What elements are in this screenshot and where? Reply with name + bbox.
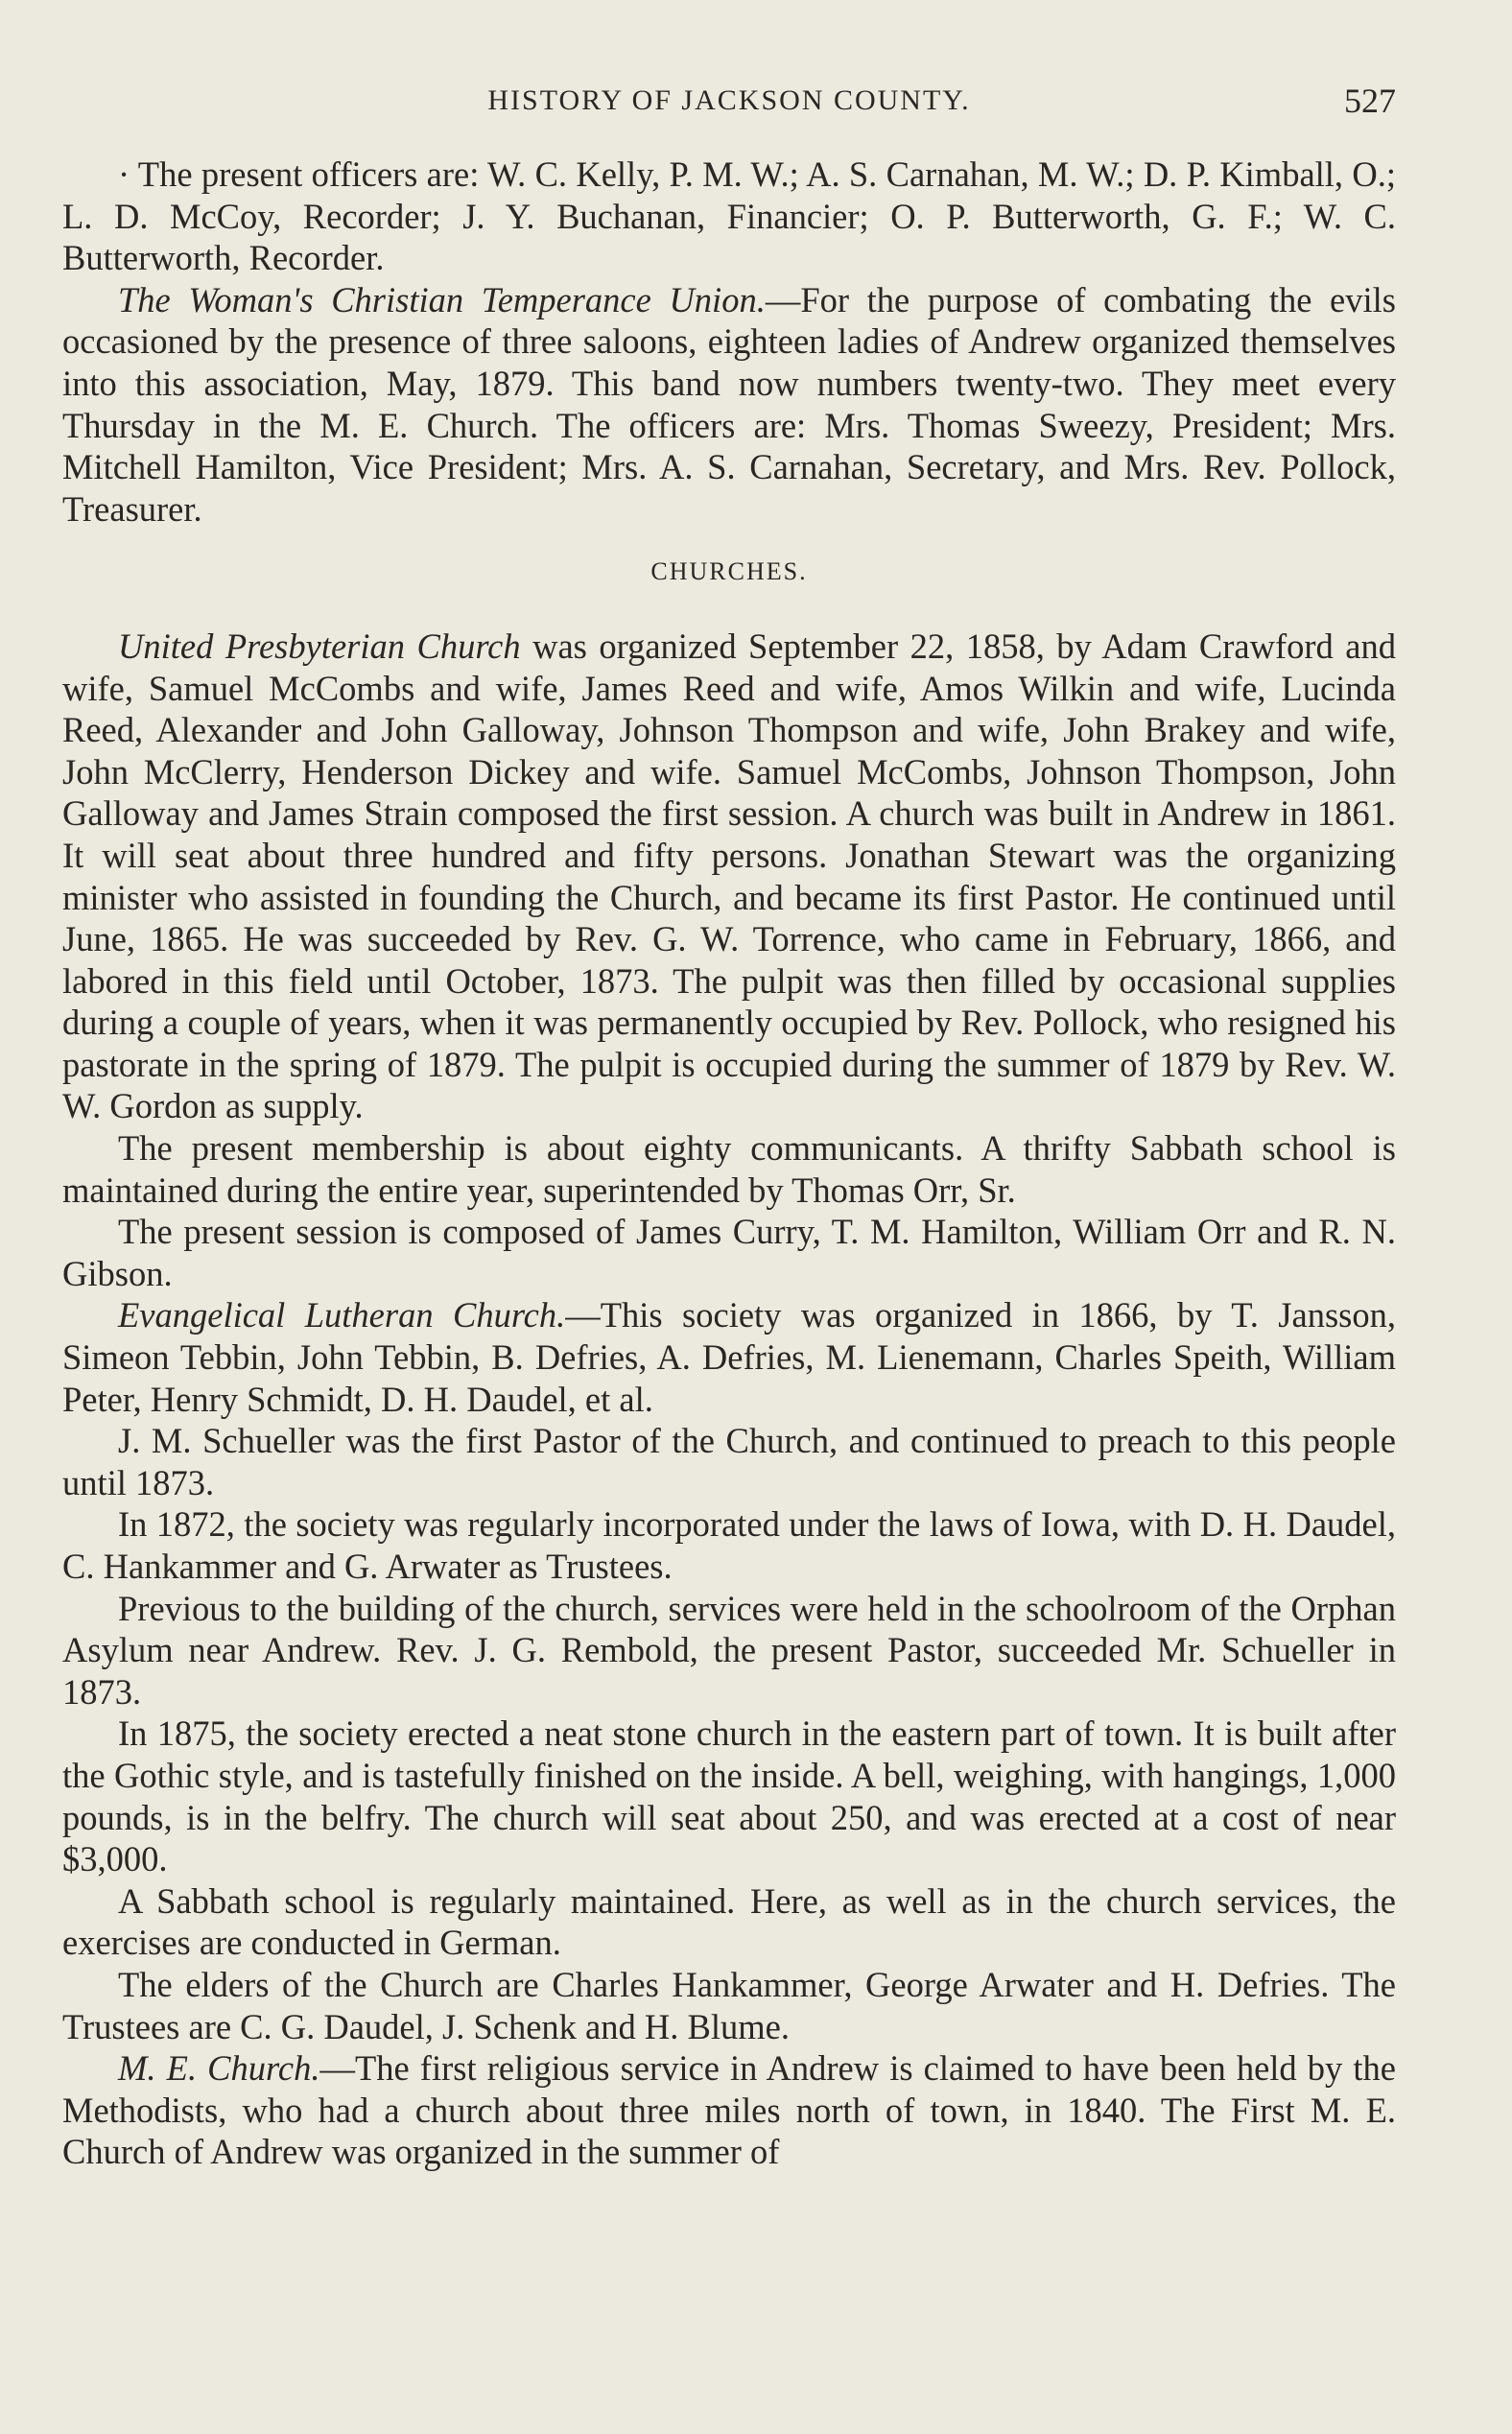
- paragraph-text: In 1872, the society was regularly incorporated under the laws of Iowa, with D. H. Daudel, C. Hankammer and G. Arwater as Trustees.: [62, 1504, 1396, 1586]
- paragraph-services: [62, 1588, 1396, 1713]
- paragraph-text: · The present officers are: W. C. Kelly, P. M. W.; A. S. Carnahan, M. W.; D. P. Kimball, O.; L. D. McCoy, Recorder; J. Y. Buchanan, Financier; O. P. Butterworth, G. F.; W. C. Butterworth, Recorder.: [62, 154, 1396, 278]
- paragraph-text: J. M. Schueller was the first Pastor of the Church, and continued to preach to this people until 1873.: [62, 1421, 1396, 1502]
- paragraph-incorporation: [62, 1503, 1396, 1587]
- paragraph-sabbath-school: [62, 1880, 1396, 1964]
- paragraph-session: [62, 1211, 1396, 1294]
- paragraph-membership: [62, 1127, 1396, 1211]
- paragraph-text: Previous to the building of the church, services were held in the schoolroom of the Orphan Asylum near Andrew. Rev. J. G. Rembold, the present Pastor, succeeded Mr. Schueller in 1873.: [62, 1588, 1396, 1712]
- wctu-title: The Woman's Christian Temperance Union.: [118, 279, 766, 319]
- page-header: [62, 84, 1396, 132]
- evangelical-lutheran-title: Evangelical Lutheran Church.: [118, 1295, 566, 1335]
- paragraph-text: In 1875, the society erected a neat stone church in the eastern part of town. It is built after the Gothic style, and is tastefully finished on the inside. A bell, weighing, with hangings, 1,000 pounds, is in the belfry. The church will seat about 250, and was erected at a cost of near $3,000.: [62, 1713, 1396, 1879]
- paragraph-text: —This society was organized in 1866, by T. Jansson, Simeon Tebbin, John Tebbin, B. Defries, A. Defries, M. Lienemann, Charles Speith, William Peter, Henry Schmidt, D. H. Daudel, et al.: [62, 1295, 1396, 1419]
- paragraph-wctu: [62, 279, 1396, 531]
- paragraph-elders: [62, 1964, 1396, 2047]
- paragraph-text: A Sabbath school is regularly maintained. Here, as well as in the church services, the exercises are conducted in German.: [62, 1880, 1396, 1963]
- page-number: 527: [1344, 82, 1396, 120]
- paragraph-text: —For the purpose of combating the evils occasioned by the presence of three saloons, eighteen ladies of Andrew organized themselves into this association, May, 1879. This band now numbers twenty-two. They meet every Thursday in the M. E. Church. The officers are: Mrs. Thomas Sweezy, President; Mrs. Mitchell Hamilton, Vice President; Mrs. A. S. Carnahan, Secretary, and Mrs. Rev. Pollock, Treasurer.: [62, 279, 1396, 529]
- paragraph-text: The present membership is about eighty communicants. A thrifty Sabbath school is maintained during the entire year, superintended by Thomas Orr, Sr.: [62, 1128, 1396, 1210]
- paragraph-text: —The first religious service in Andrew is claimed to have been held by the Methodists, who had a church about three miles north of town, in 1840. The First M. E. Church of Andrew was organized in the summer of: [62, 2048, 1396, 2172]
- paragraph-lodge-officers: [62, 154, 1396, 279]
- paragraph-first-pastor: [62, 1420, 1396, 1503]
- page-body: [62, 154, 1396, 2173]
- me-church-title: M. E. Church.: [118, 2048, 320, 2089]
- paragraph-text: The present session is composed of James Curry, T. M. Hamilton, William Orr and R. N. Gibson.: [62, 1212, 1396, 1293]
- paragraph-evangelical-lutheran: [62, 1294, 1396, 1420]
- paragraph-stone-church: [62, 1713, 1396, 1879]
- running-title: HISTORY OF JACKSON COUNTY.: [487, 84, 971, 116]
- paragraph-text: The elders of the Church are Charles Hankammer, George Arwater and H. Defries. The Trustees are C. G. Daudel, J. Schenk and H. Blume.: [62, 1964, 1396, 2046]
- paragraph-text: was organized September 22, 1858, by Adam Crawford and wife, Samuel McCombs and wife, James Reed and wife, Amos Wilkin and wife, Lucinda Reed, Alexander and John Galloway, Johnson Thompson and wife, John Brakey and wife, John McClerry, Henderson Dickey and wife. Samuel McCombs, Johnson Thompson, John Galloway and James Strain composed the first session. A church was built in Andrew in 1861. It will seat about three hundred and fifty persons. Jonathan Stewart was the organizing minister who assisted in founding the Church, and became its first Pastor. He continued until June, 1865. He was succeeded by Rev. G. W. Torrence, who came in February, 1866, and labored in this field until October, 1873. The pulpit was then filled by occasional supplies during a couple of years, when it was permanently occupied by Rev. Pollock, who resigned his pastorate in the spring of 1879. The pulpit is occupied during the summer of 1879 by Rev. W. W. Gordon as supply.: [62, 626, 1396, 1126]
- paragraph-me-church: [62, 2047, 1396, 2173]
- section-heading-churches: CHURCHES.: [650, 557, 808, 586]
- united-presbyterian-title: United Presbyterian Church: [118, 626, 521, 666]
- paragraph-united-presbyterian: [62, 626, 1396, 1127]
